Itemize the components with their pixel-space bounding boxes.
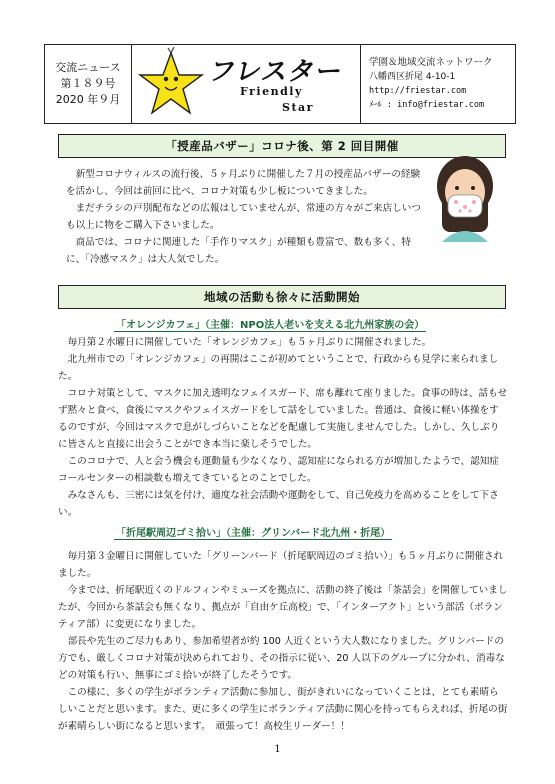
- contact-info: [361, 45, 515, 123]
- news-label: 交流ニュース: [55, 61, 121, 74]
- section1-body: [66, 166, 428, 268]
- org-address: 八幡西区折尾 4-10-1: [369, 72, 456, 82]
- masthead: [44, 44, 516, 124]
- logo-subtitle-star: Star: [282, 101, 314, 114]
- orange-cafe-paragraph: 北九州市での「オレンジカフェ」の再開はここが初めてということで、行政からも見学に来られました。: [58, 354, 499, 382]
- masked-woman-illustration: [432, 152, 498, 242]
- trash-pickup-body: [58, 548, 508, 735]
- star-mascot-icon: [136, 47, 206, 121]
- orange-cafe-paragraph: 毎月第２水曜日に開催していた「オレンジカフェ」も５ヶ月ぶりに開催されました。: [67, 337, 432, 348]
- org-mail[interactable]: ﾒｰﾙ : info@friestar.com: [369, 100, 485, 110]
- issue-info: [45, 45, 132, 123]
- logo-area: [132, 45, 361, 123]
- trash-pickup-paragraph: 部長や先生のご尽力もあり、参加希望者が約 100 人近くという大人数になりました。グリンバードの方でも、厳しくコロナ対策が決められており、その指示に従い、20 人以下のグループに分かれ、消毒などの対策も行い、無事にゴミ拾いが終了したそうです。: [58, 636, 505, 681]
- issue-number: 第１８９号: [60, 77, 116, 90]
- section1-paragraph: 新型コロナウィルスの流行後、５ヶ月ぶりに開催した７月の授産品バザーの経験を活かし、今回は前回に比べ、コロナ対策も少し板についてきました。: [66, 169, 421, 197]
- page-number: 1: [274, 744, 281, 755]
- logo-subtitle-friendly: Friendly: [240, 85, 303, 98]
- section-title-community: 地域の活動も徐々に活動開始: [58, 285, 506, 309]
- orange-cafe-paragraph: みなさんも、三密には気を付け、適度な社会活動や運動をして、自己免疫力を高めることをして下さい。: [58, 490, 499, 518]
- section-title-bazaar: 「授産品バザー」コロナ後、第 2 回目開催: [58, 134, 506, 158]
- logo-title: フレスター: [206, 57, 346, 87]
- section1-paragraph: まだチラシの戸別配布などの広報はしていませんが、常連の方々がご来店しいつも以上に物をご購入下さいました。: [66, 203, 421, 231]
- org-name: 学園＆地域交流ネットワーク: [369, 57, 493, 68]
- orange-cafe-body: [58, 334, 508, 521]
- orange-cafe-paragraph: コロナ対策として、マスクに加え透明なフェイスガード、席も離れて座りました。食事の時は、話もせず黙々と食べ、食後にマスクやフェイスガードをして話をしていました。普通は、食後に軽い体操をするのですが、今回はマスクで息がしづらいことなどを配慮して実施しませんでした。しかし、久しぶりに皆さんと直接に出会うことができ本当に楽しそうでした。: [58, 388, 508, 450]
- subsection-title-trash-pickup: 「折尾駅周辺ゴミ拾い」（主催：グリンバード北九州・折尾）: [114, 524, 392, 540]
- section1-paragraph: 商品では、コロナに関連した「手作りマスク」が種類も豊富で、数も多く、特に、「冷感マスク」は大人気でした。: [66, 237, 411, 265]
- trash-pickup-paragraph: 今までは、折尾駅近くのドルフィンやミューズを拠点に、活動の終了後は「茶話会」を開催していましたが、今回から茶話会も無くなり、拠点が「自由ケ丘高校」で、「インターアクト」という部活（ボランティア部）に変更になりました。: [58, 585, 508, 630]
- subsection-title-orange-cafe: 「オレンジカフェ」（主催：NPO法人老いを支える北九州家族の会）: [114, 316, 426, 332]
- trash-pickup-paragraph: 毎月第３金曜日に開催していた「グリーンバード（折尾駅周辺のゴミ拾い）」も５ヶ月ぶりに開催されました。: [58, 551, 504, 579]
- org-url[interactable]: http://friestar.com: [369, 86, 467, 96]
- orange-cafe-paragraph: このコロナで、人と会う機会も運動量も少なくなり、認知症になられる方が増加したようで、認知症コールセンターの相談数も増えてきているとのことでした。: [58, 456, 499, 484]
- issue-date: 2020 年９月: [55, 93, 121, 106]
- trash-pickup-paragraph: この様に、多くの学生がボランティア活動に参加し、街がきれいになっていくことは、とても素晴らしいことだと思います。また、更に多くの学生にボランティア活動に関心を持ってもらえれば、折尾の街が素晴らしい街になると思います。 頑張って！高校生リーダー！！: [58, 687, 508, 732]
